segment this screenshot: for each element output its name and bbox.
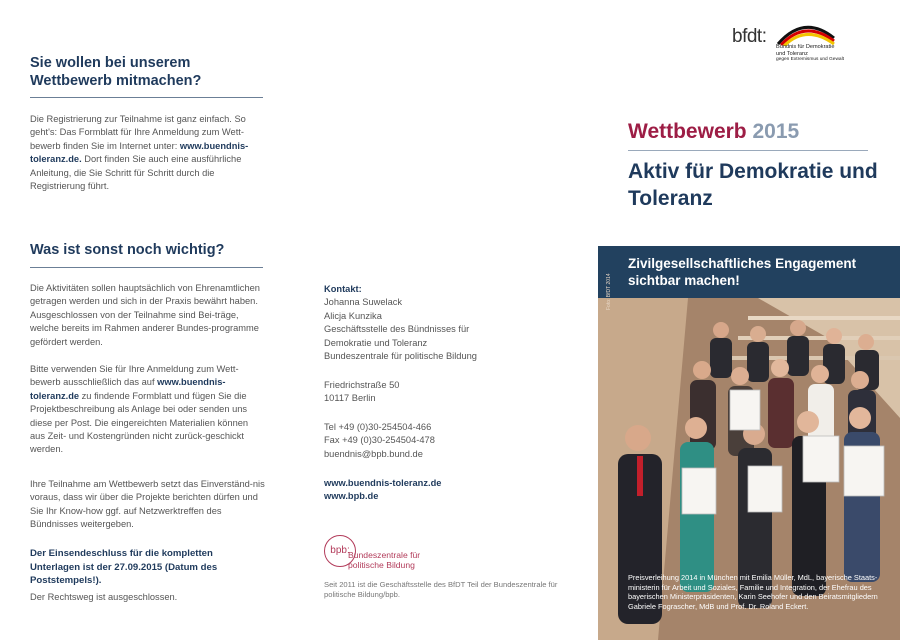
contact-name-2: Alicja Kunzika	[324, 310, 382, 321]
main-title: Aktiv für Demokratie und Toleranz	[628, 160, 878, 210]
competition-title: Wettbewerb 2015	[628, 120, 800, 143]
registration-link[interactable]: www.buendnis-toleranz.de.	[30, 140, 249, 165]
bpb-logo	[324, 535, 474, 575]
cover-column	[598, 0, 900, 640]
paragraph-activities: Die Aktivitäten sollen hauptsächlich von Ehrenamtlichen getragen werden und sich in der Praxis bewährt haben. Ausgeschlossen von der Teilnahme sind Bei-träge, welche bereits im Rahmen anderer Bundes-programme gefördert werden.	[30, 283, 260, 347]
photo-caption: Preisverleihung 2014 in München mit Emilia Müller, MdL, bayerische Staats-ministerin für Arbeit und Soziales, Familie und Integration, der Ehefrau des bayerischen Ministerpräsidenten, Karin Seehofer und den Beiratsmitgliedern Gabriele Fograscher, MdB und Prof. Dr. Roland Eckert.	[628, 573, 878, 611]
contact-org-1: Geschäftsstelle des Bündnisses für	[324, 324, 470, 335]
link-buendnis[interactable]: www.buendnis-toleranz.de	[324, 478, 442, 488]
fax-number: Fax +49 (0)30-254504-478	[324, 435, 435, 446]
tagline-band	[598, 246, 900, 298]
heading-mitmachen: Sie wollen bei unserem Wettbewerb mitmachen?	[30, 55, 202, 89]
logo-subtitle: Bündnis für Demokratie und Toleranz gegen Extremismus und Gewalt	[776, 44, 844, 63]
email-address[interactable]: buendnis@bpb.bund.de	[324, 448, 423, 459]
bpb-note: Seit 2011 ist die Geschäftsstelle des BfDT Teil der Bundeszentrale für politische Bildung/bpb.	[324, 580, 558, 599]
rechtsweg-note: Der Rechtsweg ist ausgeschlossen.	[30, 592, 178, 602]
phone-number: Tel +49 (0)30-254504-466	[324, 422, 432, 432]
bfdt-logo	[732, 22, 882, 72]
deadline-note: Der Einsendeschluss für die kompletten Unterlagen ist der 27.09.2015 (Datum des Poststempels!).	[30, 548, 218, 587]
address-street: Friedrichstraße 50	[324, 380, 400, 390]
logo-mark: bfdt:	[732, 26, 767, 47]
divider	[628, 150, 868, 151]
bpb-logo-text: Bundeszentrale für politische Bildung	[348, 550, 421, 570]
photo-credit: Foto: BfDT 2014	[606, 273, 612, 310]
address-city: 10117 Berlin	[324, 393, 376, 404]
heading-wichtig: Was ist sonst noch wichtig?	[30, 242, 225, 258]
divider	[30, 97, 263, 98]
divider	[30, 267, 263, 268]
tagline: Zivilgesellschaftliches Engagement sichtbar machen!	[628, 256, 857, 288]
contact-org-2: Demokratie und Toleranz	[324, 337, 428, 348]
contact-label: Kontakt:	[324, 284, 362, 294]
form-link[interactable]: www.buendnis-toleranz.de	[30, 377, 226, 401]
paragraph-consent: Ihre Teilnahme am Wettbewerb setzt das Einverständ-nis voraus, dass wir über die Projekte berichten dürfen und Sie Ihr Know-how ggf. auf Netzwerktreffen des Bündnisses weitergeben.	[30, 479, 265, 530]
contact-org-3: Bundeszentrale für politische Bildung	[324, 351, 477, 362]
link-bpb[interactable]: www.bpb.de	[324, 491, 379, 502]
registration-paragraph: Die Registrierung zur Teilnahme ist ganz einfach. So geht's: Das Formblatt für Ihre Anmeldung zum Wett-bewerb finden Sie im Internet unter: www.buendnis-toleranz.de. Dort finden Sie auch eine ausführliche Anleitung, die Sie Schritt für Schritt durch die Registrierung führt.	[30, 114, 249, 192]
bpb-logo-mark: bpb:	[324, 535, 356, 567]
flag-arc-icon	[776, 20, 836, 46]
paragraph-form: Bitte verwenden Sie für Ihre Anmeldung zum Wett-bewerb ausschließlich das auf www.buendnis-toleranz.de zu findende Formblatt und fügen Sie die Projektbeschreibung als Anlage bei oder senden uns diese per Post. Die eingereichten Materialien können aus Zeit- und Kostengründen nicht zurück-geschickt werden.	[30, 364, 249, 455]
contact-name-1: Johanna Suwelack	[324, 297, 403, 308]
